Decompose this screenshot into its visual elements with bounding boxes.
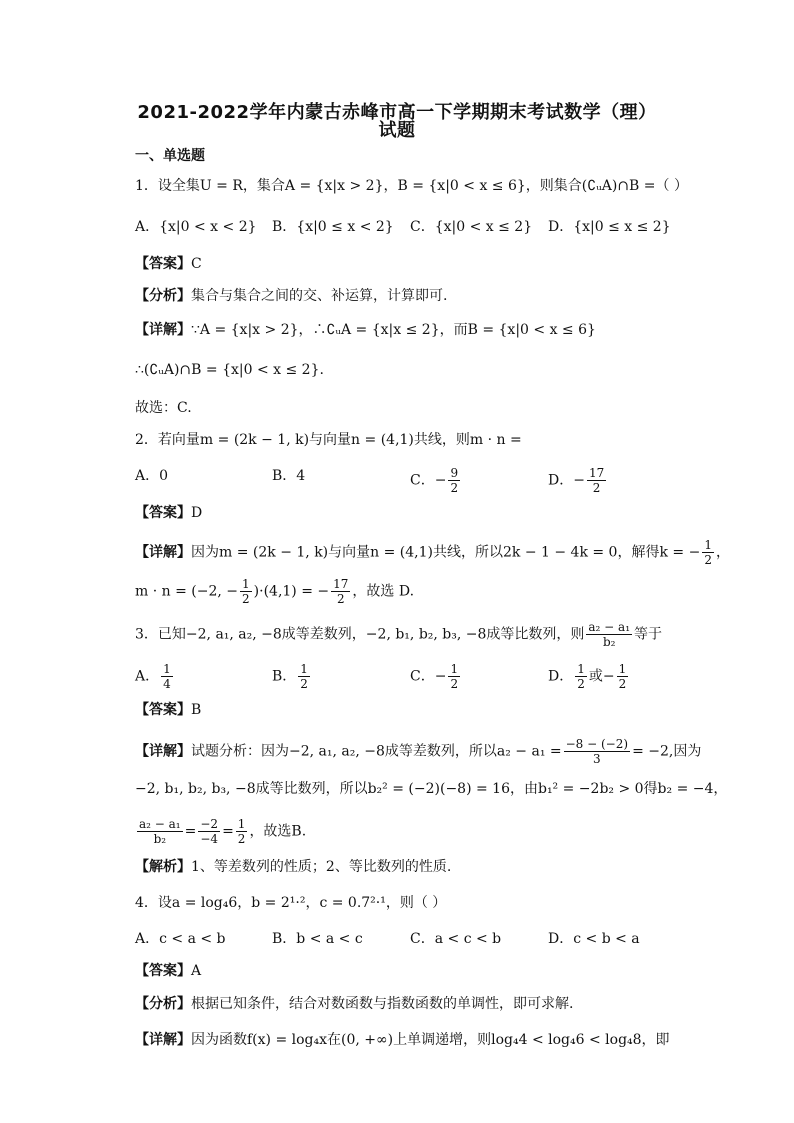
q2-detail-fraction: [702, 538, 714, 567]
q3-option-c-fraction: [448, 662, 460, 691]
title-line-2: 试题: [378, 120, 416, 141]
fraction-denominator: b₂: [602, 635, 616, 649]
q2-detail-line-1: 【详解】因为m = (2k − 1, k)与向量n = (4,1)共线，所以2k − 1 − 4k = 0，解得k = − $\frac{1}{2}$ ，: [135, 538, 730, 567]
q2-option-a: A．0: [135, 468, 169, 484]
q3-detail-3-fraction-2: [198, 817, 220, 846]
q3-option-a: [135, 662, 175, 691]
fraction-numerator: 1: [704, 538, 712, 552]
fraction-denominator: 2: [300, 677, 308, 691]
q3-stem-fraction: [586, 620, 632, 649]
fraction-numerator: a₂ − a₁: [588, 620, 631, 634]
fraction-denominator: 2: [577, 677, 585, 691]
q4-answer: [135, 961, 201, 981]
q3-detail-line-1: [135, 737, 701, 766]
answer-tag: 【答案】: [135, 963, 191, 979]
fraction-numerator: 1: [450, 662, 459, 676]
q2-option-c-fraction: [448, 466, 460, 495]
q3-detail-3-fraction-3: [236, 817, 248, 846]
detail-tag: 【详解】: [135, 322, 191, 338]
q2-detail-2-fraction-2: [331, 577, 350, 606]
q3-answer-value: B: [191, 702, 202, 718]
fraction-numerator: 9: [450, 466, 459, 480]
fraction-numerator: a₂ − a₁: [139, 817, 181, 831]
fraction-denominator: 2: [336, 592, 345, 606]
q3-option-d-fraction-1: [575, 662, 587, 691]
q3-option-d-label: D．: [548, 668, 574, 685]
q1-stem: 1．设全集U = R，集合A = {x|x > 2}，B = {x|0 < x ≤ 6}，则集合(∁ᵤA)∩B =（ ）: [135, 178, 688, 194]
q3-option-a-label: A．: [135, 668, 160, 685]
q3-analysis-text: 1、等差数列的性质；2、等比数列的性质.: [191, 859, 452, 875]
fraction-numerator: 1: [300, 662, 308, 676]
fraction-numerator: 1: [242, 577, 250, 591]
fraction-numerator: 17: [588, 466, 605, 480]
q2-option-b: B．4: [272, 468, 306, 484]
q1-conclusion: 故选：C.: [135, 400, 192, 416]
q2-stem: 2．若向量m = (2k − 1, k)与向量n = (4,1)共线，则m · n =: [135, 432, 522, 448]
q1-answer-value: C: [191, 256, 202, 272]
q1-detail-line-2: ∴(∁ᵤA)∩B = {x|0 < x ≤ 2}.: [135, 362, 324, 378]
q3-detail-1-fraction: [564, 737, 630, 766]
q1-option-b: B．{x|0 ≤ x < 2}: [272, 219, 394, 235]
q3-option-a-fraction: [161, 662, 173, 691]
q2-detail-2a: m · n = (−2, −: [135, 583, 239, 600]
q4-option-c: C．a < c < b: [410, 931, 502, 947]
q3-detail-1a: 试题分析：因为−2, a₁, a₂, −8成等差数列，所以a₂ − a₁ =: [191, 743, 562, 760]
q1-option-c: C．{x|0 < x ≤ 2}: [410, 219, 533, 235]
q3-option-c: [410, 662, 462, 691]
fraction-numerator: 1: [577, 662, 585, 676]
q2-option-d: [548, 466, 608, 495]
fraction-denominator: 4: [163, 677, 171, 691]
fraction-numerator: 17: [333, 577, 349, 591]
fraction-numerator: −2: [200, 817, 219, 831]
q3-analysis: [135, 857, 451, 877]
fraction-denominator: 2: [704, 553, 712, 567]
answer-tag: 【答案】: [135, 505, 191, 521]
q2-option-d-label: D．−: [548, 472, 585, 489]
q3-answer: [135, 700, 201, 720]
fraction-denominator: 2: [592, 481, 601, 495]
q3-option-d: [548, 662, 630, 691]
title-line-1: 2021-2022学年内蒙古赤峰市高一下学期期末考试数学（理）: [137, 102, 657, 123]
fraction-denominator: −4: [200, 832, 219, 846]
q3-detail-line-3: [135, 817, 306, 846]
q3-option-d-fraction-2: [617, 662, 629, 691]
q3-option-b-fraction: [298, 662, 310, 691]
q3-option-c-label: C．−: [410, 668, 447, 685]
fraction-numerator: 1: [237, 817, 246, 831]
q2-answer: [135, 503, 202, 523]
q2-detail-2-fraction-1: [240, 577, 252, 606]
q4-answer-value: A: [191, 963, 202, 979]
q1-option-d: D．{x|0 ≤ x ≤ 2}: [548, 219, 671, 235]
q4-stem: 4．设a = log₄6，b = 2¹·²，c = 0.7²·¹，则（ ）: [135, 895, 447, 911]
q2-detail-text: 因为m = (2k − 1, k)与向量n = (4,1)共线，所以2k − 1 − 4k = 0，解得k = −: [191, 544, 701, 561]
analysis-tag: 【解析】: [135, 859, 191, 875]
q1-option-a: A．{x|0 < x < 2}: [135, 219, 257, 235]
q4-option-a: A．c < a < b: [135, 931, 226, 947]
q4-option-d: D．c < b < a: [548, 931, 640, 947]
q2-detail-line-2: [135, 577, 414, 606]
q3-option-b-label: B．: [272, 668, 297, 685]
fraction-denominator: 3: [593, 752, 601, 766]
q2-detail-2c: ，故选 D.: [352, 583, 415, 600]
q3-stem-b: 等于: [634, 626, 663, 643]
q1-analysis-text: 集合与集合之间的交、补运算，计算即可.: [191, 288, 448, 304]
q2-option-d-fraction: [587, 466, 606, 495]
fraction-numerator: 1: [618, 662, 627, 676]
analysis-tag: 【分析】: [135, 288, 191, 304]
fraction-numerator: 1: [163, 662, 171, 676]
q3-detail-1b: = −2,因为: [632, 743, 702, 760]
q4-detail: [135, 1030, 670, 1050]
section-heading: 一、单选题: [135, 148, 205, 164]
q1-analysis: [135, 286, 447, 306]
q4-analysis-text: 根据已知条件，结合对数函数与指数函数的单调性，即可求解.: [191, 996, 574, 1012]
q3-detail-line-2: −2, b₁, b₂, b₃, −8成等比数列，所以b₂² = (−2)(−8) = 16，由b₁² = −2b₂ > 0得b₂ = −4，: [135, 781, 728, 797]
q1-detail: [135, 320, 596, 340]
q3-detail-3-eq2: =: [222, 823, 234, 840]
fraction-denominator: b₂: [153, 832, 167, 846]
q4-analysis: [135, 994, 573, 1014]
fraction-denominator: 2: [450, 677, 459, 691]
answer-tag: 【答案】: [135, 702, 191, 718]
fraction-denominator: 2: [450, 481, 459, 495]
q3-stem: [135, 620, 662, 649]
q2-option-c: [410, 466, 462, 495]
analysis-tag: 【分析】: [135, 996, 191, 1012]
q2-detail-2b: )·(4,1) = −: [253, 583, 330, 600]
fraction-numerator: −8 − (−2): [565, 737, 629, 751]
q2-answer-value: D: [191, 505, 203, 521]
q3-option-d-mid: 或−: [588, 668, 615, 685]
detail-tag: 【详解】: [135, 544, 191, 561]
fraction-denominator: 2: [237, 832, 246, 846]
fraction-denominator: 2: [618, 677, 627, 691]
detail-tag: 【详解】: [135, 1032, 191, 1048]
q1-detail-line-1: ∵A = {x|x > 2}，∴∁ᵤA = {x|x ≤ 2}，而B = {x|0 < x ≤ 6}: [191, 322, 596, 338]
fraction-denominator: 2: [242, 592, 250, 606]
q3-detail-3-fraction-1: [137, 817, 183, 846]
q3-detail-3-eq: =: [184, 823, 197, 840]
q3-detail-3-end: ，故选B.: [249, 823, 307, 840]
q3-option-b: [272, 662, 312, 691]
answer-tag: 【答案】: [135, 256, 191, 272]
q4-option-b: B．b < a < c: [272, 931, 363, 947]
q1-answer: [135, 254, 202, 274]
q2-option-c-label: C．−: [410, 472, 447, 489]
q4-detail-text: 因为函数f(x) = log₄x在(0, +∞)上单调递增，则log₄4 < log₄6 < log₄8，即: [191, 1032, 670, 1048]
q3-stem-a: 3．已知−2, a₁, a₂, −8成等差数列，−2, b₁, b₂, b₃, −8成等比数列，则: [135, 626, 585, 643]
detail-tag: 【详解】: [135, 743, 191, 760]
